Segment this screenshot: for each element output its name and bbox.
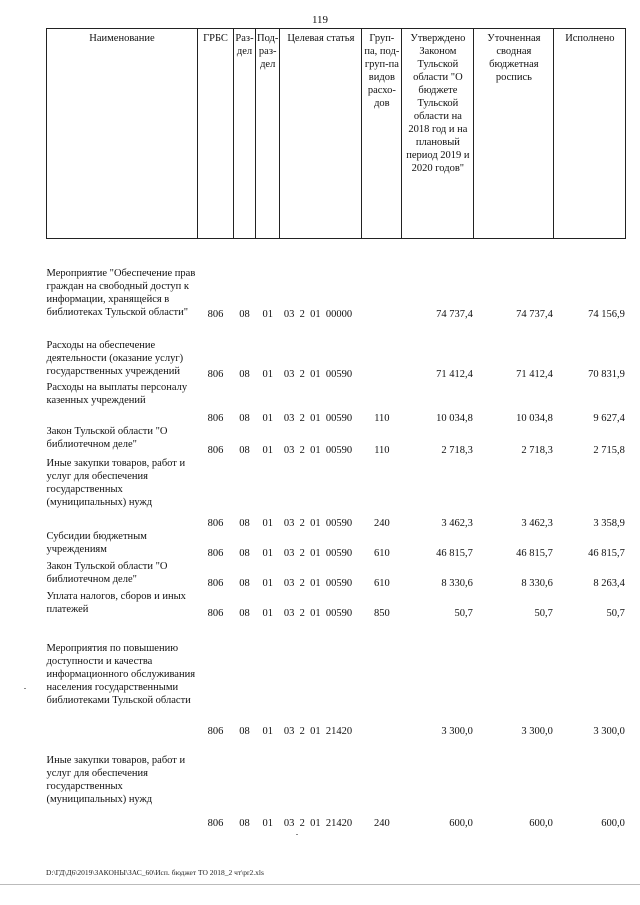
cell-grbs: 806 — [207, 577, 224, 589]
header-approved: Утверждено Законом Тульской области "О бюджете Тульской области на 2018 год и на плановый период 2019 и 2020 годов" — [402, 29, 474, 239]
cell-refined: 46 815,7 — [516, 547, 553, 559]
cell-name: Закон Тульской области "О библиотечном деле" — [46, 560, 168, 585]
header-row — [47, 29, 626, 239]
header-target: Целевая статья — [280, 29, 362, 239]
cell-executed: 9 627,4 — [593, 412, 625, 424]
cell-refined: 3 300,0 — [521, 725, 553, 737]
cell-executed: 8 263,4 — [593, 577, 625, 589]
cell-subsection: 01 — [262, 368, 273, 380]
table-row — [47, 457, 626, 530]
cell-grbs: 806 — [207, 817, 224, 829]
cell-name: Закон Тульской области "О библиотечном деле" — [46, 425, 168, 450]
cell-name: Субсидии бюджетным учреждениям — [46, 530, 147, 555]
cell-target: 03 2 01 00000 — [283, 308, 353, 320]
header-group: Груп-па, под-груп-па видов расхо-дов — [362, 29, 402, 239]
cell-approved: 74 737,4 — [436, 308, 473, 320]
cell-grbs: 806 — [207, 308, 224, 320]
cell-name: Мероприятие "Обеспечение прав граждан на свободный доступ к информации, хранящейся в библиотеках Тульской области" — [46, 268, 196, 318]
cell-name: Иные закупки товаров, работ и услуг для обеспечения государственных (муниципальных) нужд — [46, 457, 186, 508]
table-row — [47, 738, 626, 830]
cell-group — [362, 620, 402, 738]
cell-name: Расходы на выплаты персоналу казенных учреждений — [46, 381, 188, 406]
table-row — [47, 321, 626, 381]
cell-target: 03 2 01 21420 — [283, 725, 353, 737]
cell-executed: 74 156,9 — [588, 308, 625, 320]
cell-target: 03 2 01 00590 — [283, 368, 353, 380]
cell-section: 08 — [239, 725, 250, 737]
cell-approved: 50,7 — [454, 607, 473, 619]
cell-refined: 10 034,8 — [516, 412, 553, 424]
cell-subsection: 01 — [262, 444, 273, 456]
table-row — [47, 425, 626, 457]
cell-section: 08 — [239, 412, 250, 424]
cell-target: 03 2 01 00590 — [283, 412, 353, 424]
cell-name: Иные закупки товаров, работ и услуг для обеспечения государственных (муниципальных) нужд — [46, 754, 186, 805]
header-section: Раз-дел — [234, 29, 256, 239]
cell-section: 08 — [239, 517, 250, 529]
cell-group: 610 — [374, 547, 390, 559]
cell-grbs: 806 — [207, 412, 224, 424]
cell-group: 240 — [374, 817, 390, 829]
cell-grbs: 806 — [207, 725, 224, 737]
cell-grbs: 806 — [207, 368, 224, 380]
cell-target: 03 2 01 00590 — [283, 444, 353, 456]
cell-section: 08 — [239, 577, 250, 589]
cell-subsection: 01 — [262, 547, 273, 559]
cell-executed: 2 715,8 — [593, 444, 625, 456]
cell-section: 08 — [239, 308, 250, 320]
cell-approved: 3 300,0 — [441, 725, 473, 737]
table-row — [47, 530, 626, 560]
table-body — [47, 239, 626, 830]
cell-name: Уплата налогов, сборов и иных платежей — [46, 590, 186, 615]
cell-group: 850 — [374, 607, 390, 619]
cell-section: 08 — [239, 607, 250, 619]
cell-group: 110 — [374, 444, 390, 456]
page-number: 119 — [311, 14, 329, 26]
cell-subsection: 01 — [262, 517, 273, 529]
cell-group: 240 — [374, 517, 390, 529]
footer-rule — [0, 884, 640, 885]
cell-refined: 8 330,6 — [521, 577, 553, 589]
header-grbs: ГРБС — [198, 29, 234, 239]
cell-group — [362, 321, 402, 381]
cell-name: Мероприятия по повышению доступности и качества информационного обслуживания населения государственными библиотеками Тульской области — [46, 642, 196, 706]
cell-refined: 3 462,3 — [521, 517, 553, 529]
cell-grbs: 806 — [207, 444, 224, 456]
table-row — [47, 620, 626, 738]
cell-section: 08 — [239, 547, 250, 559]
cell-executed: 50,7 — [606, 607, 625, 619]
cell-refined: 71 412,4 — [516, 368, 553, 380]
cell-refined: 50,7 — [534, 607, 553, 619]
cell-executed: 3 300,0 — [593, 725, 625, 737]
header-subsection: Под-раз-дел — [256, 29, 280, 239]
cell-subsection: 01 — [262, 308, 273, 320]
cell-approved: 3 462,3 — [441, 517, 473, 529]
cell-subsection: 01 — [262, 412, 273, 424]
cell-target: 03 2 01 00590 — [283, 547, 353, 559]
cell-approved: 8 330,6 — [441, 577, 473, 589]
cell-target: 03 2 01 00590 — [283, 517, 353, 529]
cell-grbs: 806 — [207, 547, 224, 559]
cell-executed: 46 815,7 — [588, 547, 625, 559]
table-row — [47, 239, 626, 321]
table-row — [47, 381, 626, 425]
header-executed: Исполнено — [554, 29, 626, 239]
cell-approved: 46 815,7 — [436, 547, 473, 559]
cell-approved: 71 412,4 — [436, 368, 473, 380]
cell-approved: 2 718,3 — [441, 444, 473, 456]
scan-speck — [296, 834, 298, 835]
cell-target: 03 2 01 00590 — [283, 607, 353, 619]
cell-executed: 3 358,9 — [593, 517, 625, 529]
scan-speck — [24, 688, 26, 689]
cell-target: 03 2 01 00590 — [283, 577, 353, 589]
header-refined: Уточненная сводная бюджетная роспись — [474, 29, 554, 239]
cell-group — [362, 239, 402, 321]
cell-grbs: 806 — [207, 607, 224, 619]
cell-section: 08 — [239, 444, 250, 456]
cell-subsection: 01 — [262, 607, 273, 619]
cell-refined: 74 737,4 — [516, 308, 553, 320]
cell-refined: 2 718,3 — [521, 444, 553, 456]
cell-group: 610 — [374, 577, 390, 589]
footer-file-path: D:\ГД\Д6\2019\ЗАКОНЫ\ЗАС_60\Исп. бюджет ТО 2018_2 чт\pr2.xls — [46, 868, 264, 877]
table-row — [47, 590, 626, 620]
cell-name: Расходы на обеспечение деятельности (оказание услуг) государственных учреждений — [46, 339, 184, 377]
cell-approved: 10 034,8 — [436, 412, 473, 424]
cell-subsection: 01 — [262, 817, 273, 829]
cell-approved: 600,0 — [449, 817, 473, 829]
budget-table — [46, 28, 626, 830]
cell-target: 03 2 01 21420 — [283, 817, 353, 829]
table-row — [47, 560, 626, 590]
cell-grbs: 806 — [207, 517, 224, 529]
cell-group: 110 — [374, 412, 390, 424]
cell-refined: 600,0 — [529, 817, 553, 829]
cell-section: 08 — [239, 817, 250, 829]
cell-section: 08 — [239, 368, 250, 380]
header-name: Наименование — [47, 29, 198, 239]
cell-executed: 70 831,9 — [588, 368, 625, 380]
cell-executed: 600,0 — [601, 817, 625, 829]
cell-subsection: 01 — [262, 577, 273, 589]
cell-subsection: 01 — [262, 725, 273, 737]
